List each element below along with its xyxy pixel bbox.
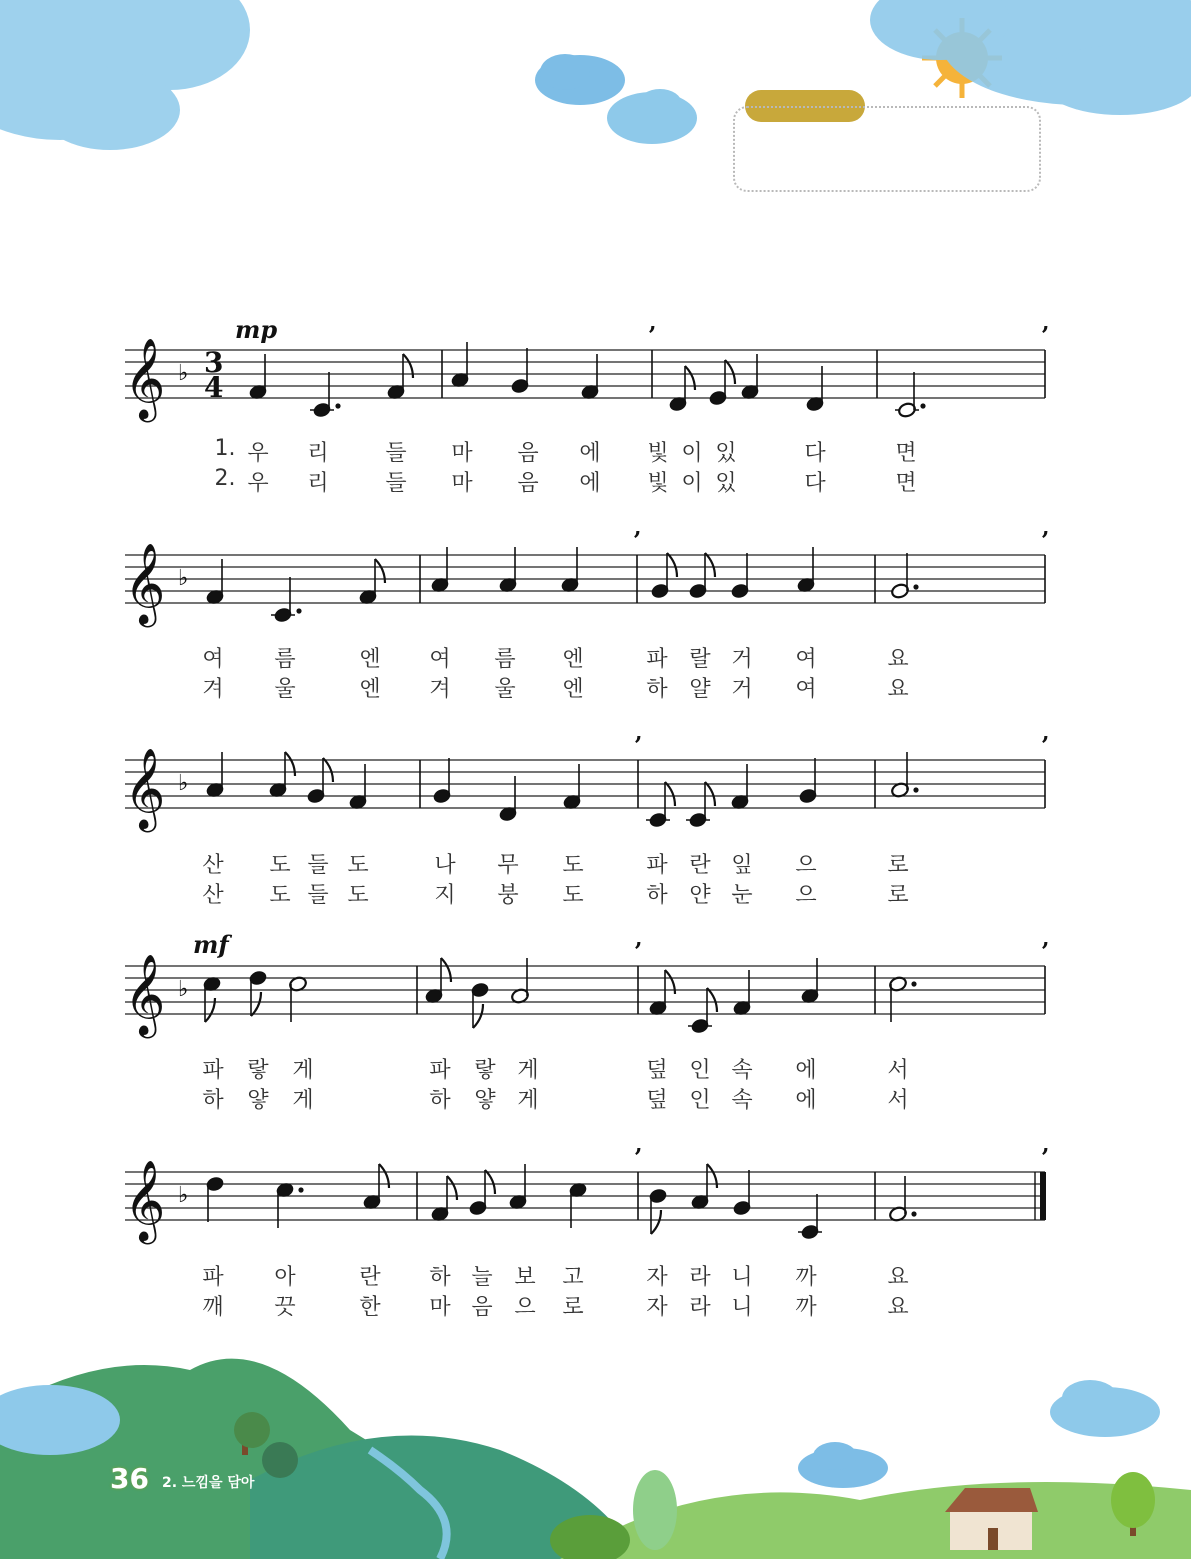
staff-5-notation	[120, 1143, 1050, 1272]
note-flag	[705, 553, 715, 577]
lyric-syllable: 하	[646, 677, 668, 702]
lyric-syllable: 얗	[474, 1088, 496, 1113]
lyric-syllable: 음	[471, 1295, 493, 1320]
lyric-syllable: 있	[715, 441, 737, 466]
lyric-syllable: 엔	[562, 677, 584, 702]
lyric-syllable: 들	[307, 853, 329, 878]
lyric-syllable: 엔	[359, 677, 381, 702]
note-flag	[665, 782, 675, 806]
lyric-syllable: 이	[681, 441, 703, 466]
lyric-syllable: 울	[274, 677, 296, 702]
lyric-syllable: 파	[202, 1058, 224, 1083]
lyric-syllable: 여	[795, 647, 817, 672]
lyric-syllable: 끗	[274, 1295, 296, 1320]
lyric-syllable: 자	[646, 1295, 668, 1320]
lyric-syllable: 에	[579, 471, 601, 496]
lyric-syllable: 니	[731, 1265, 753, 1290]
title-box	[733, 106, 1041, 192]
lyric-syllable: 요	[887, 1295, 909, 1320]
lyric-syllable: 리	[307, 471, 329, 496]
lyric-syllable: 랄	[689, 647, 711, 672]
lyric-syllable: 도	[269, 883, 291, 908]
lyric-syllable: 자	[646, 1265, 668, 1290]
lyric-syllable: 게	[292, 1058, 314, 1083]
lyric-syllable: 덮	[646, 1088, 668, 1113]
lyric-syllable: 한	[359, 1295, 381, 1320]
flat-icon: ♭	[178, 1183, 189, 1208]
flat-icon: ♭	[178, 361, 189, 386]
lyric-syllable: 엔	[359, 647, 381, 672]
lyric-syllable: 까	[795, 1265, 817, 1290]
lyric-syllable: 마	[429, 1295, 451, 1320]
note-dot	[913, 584, 918, 589]
lyric-syllable: 마	[451, 471, 473, 496]
breath-mark-icon: ’	[634, 937, 643, 966]
lyric-syllable: 파	[429, 1058, 451, 1083]
lyric-syllable: 고	[562, 1265, 584, 1290]
lyric-syllable: 하	[646, 883, 668, 908]
lyric-syllable: 산	[202, 853, 224, 878]
breath-mark-icon: ’	[1041, 1143, 1050, 1172]
lyric-syllable: 이	[681, 471, 703, 496]
lyric-syllable: 덮	[646, 1058, 668, 1083]
breath-mark-icon: ’	[634, 1143, 643, 1172]
note-dot	[911, 1211, 916, 1216]
lyric-syllable: 속	[731, 1088, 753, 1113]
note-dot	[298, 1187, 303, 1192]
lyric-syllable: 다	[804, 471, 826, 496]
lyric-syllable: 들	[385, 471, 407, 496]
lyric-syllable: 에	[795, 1088, 817, 1113]
lyric-syllable: 게	[292, 1088, 314, 1113]
lyric-syllable: 도	[269, 853, 291, 878]
lyric-syllable: 파	[646, 647, 668, 672]
lyric-syllable: 파	[646, 853, 668, 878]
lyric-syllable: 서	[887, 1058, 909, 1083]
lyric-syllable: 으	[795, 883, 817, 908]
lyrics-3-line2	[0, 878, 1191, 906]
lyric-syllable: 울	[494, 677, 516, 702]
lyric-syllable: 산	[202, 883, 224, 908]
lyrics-5-line2	[0, 1290, 1191, 1318]
lyric-syllable: 게	[517, 1058, 539, 1083]
lyric-syllable: 요	[887, 647, 909, 672]
lyric-syllable: 인	[689, 1058, 711, 1083]
staff-3-notation	[120, 731, 1050, 860]
note-dot	[920, 403, 925, 408]
note-flag	[707, 988, 717, 1012]
small-cloud-2	[607, 89, 697, 144]
lyric-syllable: 있	[715, 471, 737, 496]
treble-clef-icon: 𝄞	[124, 337, 166, 419]
lyric-syllable: 거	[731, 647, 753, 672]
lyric-syllable: 붕	[497, 883, 519, 908]
lyric-syllable: 얀	[689, 883, 711, 908]
lyric-syllable: 니	[731, 1295, 753, 1320]
breath-mark-icon: ’	[1041, 526, 1050, 555]
flat-icon: ♭	[178, 771, 189, 796]
note-flag	[651, 1210, 661, 1234]
lyric-syllable: 여	[429, 647, 451, 672]
lyric-syllable: 름	[274, 647, 296, 672]
breath-mark-icon: ’	[633, 526, 642, 555]
lyric-syllable: 빛	[647, 471, 669, 496]
lyric-syllable: 엔	[562, 647, 584, 672]
bottom-cloud-2	[798, 1442, 888, 1488]
final-bar-thick	[1040, 1172, 1046, 1220]
chapter-label: 2. 느낌을 담아	[162, 1475, 255, 1491]
lyric-syllable: 로	[562, 1295, 584, 1320]
lyric-syllable: 하	[429, 1088, 451, 1113]
lyric-syllable: 파	[202, 1265, 224, 1290]
lyric-syllable: 2.	[214, 466, 236, 491]
staff-5	[120, 1143, 1050, 1272]
lyric-syllable: 로	[887, 853, 909, 878]
treble-clef-icon: 𝄞	[124, 1159, 166, 1241]
breath-mark-icon: ’	[1041, 321, 1050, 350]
lyric-syllable: 거	[731, 677, 753, 702]
lyrics-5-line1	[0, 1260, 1191, 1288]
lyric-syllable: 잎	[731, 853, 753, 878]
lyric-syllable: 라	[689, 1265, 711, 1290]
lyric-syllable: 도	[562, 853, 584, 878]
top-left-cloud	[0, 0, 250, 150]
lyric-syllable: 로	[887, 883, 909, 908]
lyric-syllable: 까	[795, 1295, 817, 1320]
dynamic-mp: mp	[235, 315, 278, 344]
staff-2-notation	[120, 526, 1050, 655]
breath-mark-icon: ’	[634, 731, 643, 760]
lyric-syllable: 1.	[214, 436, 236, 461]
lyric-syllable: 얗	[247, 1088, 269, 1113]
small-cloud-1	[535, 54, 625, 105]
lyric-syllable: 리	[307, 441, 329, 466]
note-flag	[323, 758, 333, 782]
lyric-syllable: 서	[887, 1088, 909, 1113]
lyric-syllable: 들	[385, 441, 407, 466]
lyric-syllable: 지	[434, 883, 456, 908]
bottom-cloud-1	[1050, 1380, 1160, 1437]
lyrics-4-line1	[0, 1053, 1191, 1081]
lyric-syllable: 요	[887, 677, 909, 702]
lyric-syllable: 늘	[471, 1265, 493, 1290]
lyric-syllable: 들	[307, 883, 329, 908]
lyric-syllable: 도	[347, 883, 369, 908]
staff-3	[120, 731, 1050, 860]
lyric-syllable: 인	[689, 1088, 711, 1113]
page-number: 36	[110, 1462, 149, 1495]
lyric-syllable: 여	[202, 647, 224, 672]
lyric-syllable: 여	[795, 677, 817, 702]
lyric-syllable: 게	[517, 1088, 539, 1113]
lyrics-2-line2	[0, 672, 1191, 700]
note-dot	[913, 787, 918, 792]
lyric-syllable: 우	[247, 471, 269, 496]
flat-icon: ♭	[178, 977, 189, 1002]
note-dot	[911, 981, 916, 986]
treble-clef-icon: 𝄞	[124, 542, 166, 624]
time-signature-bottom: 4	[204, 371, 224, 404]
lyric-syllable: 에	[579, 441, 601, 466]
flat-icon: ♭	[178, 566, 189, 591]
lyric-syllable: 마	[451, 441, 473, 466]
treble-clef-icon: 𝄞	[124, 747, 166, 829]
lyric-syllable: 랗	[474, 1058, 496, 1083]
lyric-syllable: 름	[494, 647, 516, 672]
lyric-syllable: 하	[202, 1088, 224, 1113]
lyric-syllable: 라	[689, 1295, 711, 1320]
lyric-syllable: 겨	[202, 677, 224, 702]
treble-clef-icon: 𝄞	[124, 953, 166, 1035]
lyric-syllable: 요	[887, 1265, 909, 1290]
dynamic-mf: mf	[193, 930, 229, 959]
lyric-syllable: 우	[247, 441, 269, 466]
lyric-syllable: 음	[517, 441, 539, 466]
lyric-syllable: 란	[359, 1265, 381, 1290]
lyrics-1-line2	[0, 466, 1191, 494]
house-icon	[945, 1488, 1038, 1550]
lyric-syllable: 으	[795, 853, 817, 878]
lyric-syllable: 에	[795, 1058, 817, 1083]
note-dot	[335, 403, 340, 408]
note-flag	[473, 1004, 483, 1028]
lyrics-1-line1	[0, 436, 1191, 464]
lyric-syllable: 란	[689, 853, 711, 878]
staff-2	[120, 526, 1050, 655]
note-flag	[667, 553, 677, 577]
lyric-syllable: 눈	[731, 883, 753, 908]
lyrics-4-line2	[0, 1083, 1191, 1111]
lyric-syllable: 면	[895, 471, 917, 496]
lyric-syllable: 깨	[202, 1295, 224, 1320]
lyric-syllable: 겨	[429, 677, 451, 702]
note-flag	[725, 360, 735, 384]
note-flag	[485, 1170, 495, 1194]
lyric-syllable: 음	[517, 471, 539, 496]
note-flag	[705, 782, 715, 806]
lyric-syllable: 속	[731, 1058, 753, 1083]
lyric-syllable: 보	[514, 1265, 536, 1290]
lyric-syllable: 랗	[247, 1058, 269, 1083]
lyric-syllable: 얄	[689, 677, 711, 702]
lyric-syllable: 면	[895, 441, 917, 466]
lyric-syllable: 으	[514, 1295, 536, 1320]
lyrics-2-line1	[0, 642, 1191, 670]
lyric-syllable: 도	[347, 853, 369, 878]
breath-mark-icon: ’	[648, 321, 657, 350]
lyrics-3-line1	[0, 848, 1191, 876]
lyric-syllable: 빛	[647, 441, 669, 466]
top-right-cloud	[870, 0, 1191, 115]
lyric-syllable: 다	[804, 441, 826, 466]
lyric-syllable: 나	[434, 853, 456, 878]
lyric-syllable: 도	[562, 883, 584, 908]
lyric-syllable: 아	[274, 1265, 296, 1290]
note-dot	[296, 608, 301, 613]
lyric-syllable: 하	[429, 1265, 451, 1290]
time-signature-top: 3	[204, 346, 224, 379]
lyric-syllable: 무	[497, 853, 519, 878]
breath-mark-icon: ’	[1041, 937, 1050, 966]
breath-mark-icon: ’	[1041, 731, 1050, 760]
note-flag	[251, 992, 261, 1016]
